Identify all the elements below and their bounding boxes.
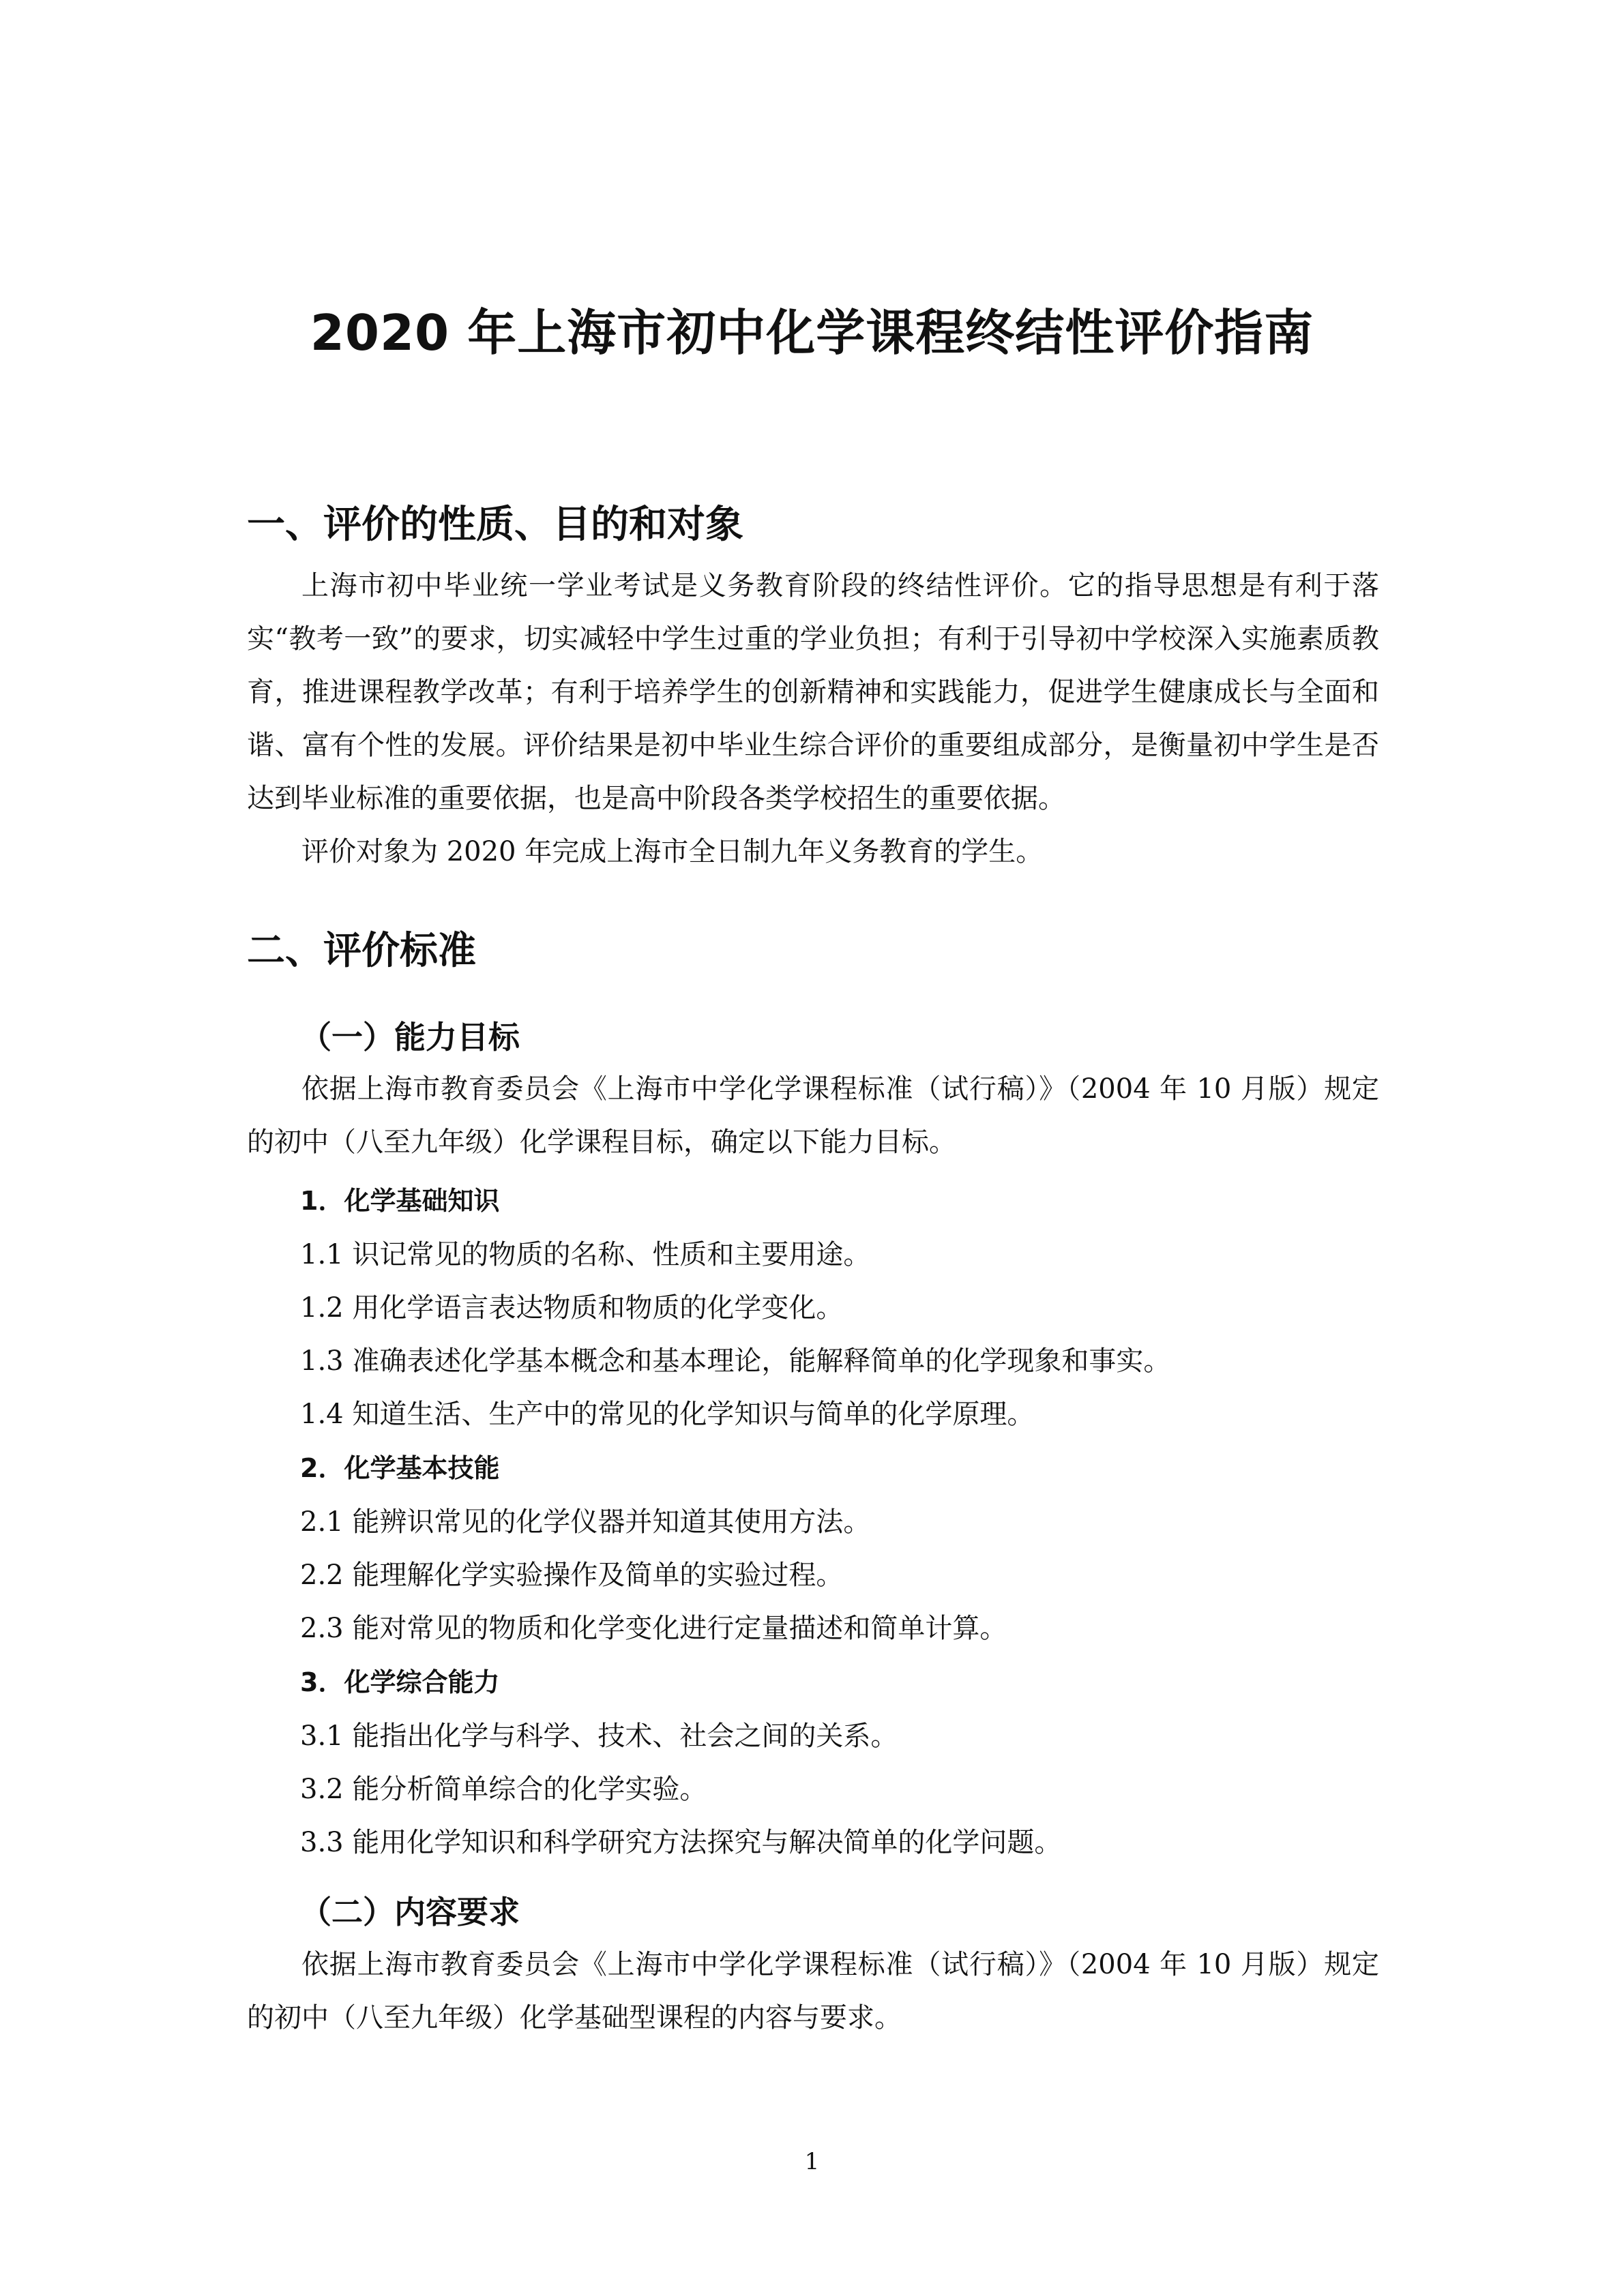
list-item: 3.2 能分析简单综合的化学实验。	[300, 1774, 707, 1805]
subsection-content-intro: 依据上海市教育委员会《上海市中学化学课程标准（试行稿）》（2004 年 10 月版）规定的初中（八至九年级）化学基础型课程的内容与要求。	[247, 1949, 1379, 2033]
group-2-heading: 2．化学基本技能	[300, 1453, 500, 1483]
section-2-heading: 二、评价标准	[247, 929, 476, 973]
section-1-heading: 一、评价的性质、目的和对象	[247, 503, 743, 547]
list-item: 3.3 能用化学知识和科学研究方法探究与解决简单的化学问题。	[300, 1827, 1062, 1858]
list-item: 1.1 识记常见的物质的名称、性质和主要用途。	[300, 1239, 871, 1270]
list-item: 1.3 准确表述化学基本概念和基本理论，能解释简单的化学现象和事实。	[300, 1345, 1171, 1377]
list-item: 2.3 能对常见的物质和化学变化进行定量描述和简单计算。	[300, 1613, 1007, 1644]
page-number: 1	[804, 2148, 820, 2175]
section-1-paragraph-2: 评价对象为 2020 年完成上海市全日制九年义务教育的学生。	[301, 836, 1044, 867]
document-title: 2020 年上海市初中化学课程终结性评价指南	[310, 304, 1314, 361]
subsection-ability-intro: 依据上海市教育委员会《上海市中学化学课程标准（试行稿）》（2004 年 10 月版）规定的初中（八至九年级）化学课程目标，确定以下能力目标。	[247, 1073, 1379, 1158]
group-3-heading: 3．化学综合能力	[300, 1667, 500, 1697]
list-item: 1.4 知道生活、生产中的常见的化学知识与简单的化学原理。	[300, 1399, 1035, 1430]
list-item: 2.1 能辨识常见的化学仪器并知道其使用方法。	[300, 1506, 871, 1538]
subsection-content-heading: （二）内容要求	[300, 1894, 520, 1930]
list-item: 2.2 能理解化学实验操作及简单的实验过程。	[300, 1560, 844, 1591]
list-item: 1.2 用化学语言表达物质和物质的化学变化。	[300, 1292, 844, 1324]
section-1-paragraph-1: 上海市初中毕业统一学业考试是义务教育阶段的终结性评价。它的指导思想是有利于落实“教考一致”的要求，切实减轻中学生过重的学业负担；有利于引导初中学校深入实施素质教育，推进课程教学改革；有利于培养学生的创新精神和实践能力，促进学生健康成长与全面和谐、富有个性的发展。评价结果是初中毕业生综合评价的重要组成部分，是衡量初中学生是否达到毕业标准的重要依据，也是高中阶段各类学校招生的重要依据。	[247, 570, 1379, 814]
list-item: 3.1 能指出化学与科学、技术、社会之间的关系。	[300, 1720, 898, 1752]
subsection-ability-heading: （一）能力目标	[300, 1019, 520, 1056]
group-1-heading: 1．化学基础知识	[300, 1186, 500, 1216]
